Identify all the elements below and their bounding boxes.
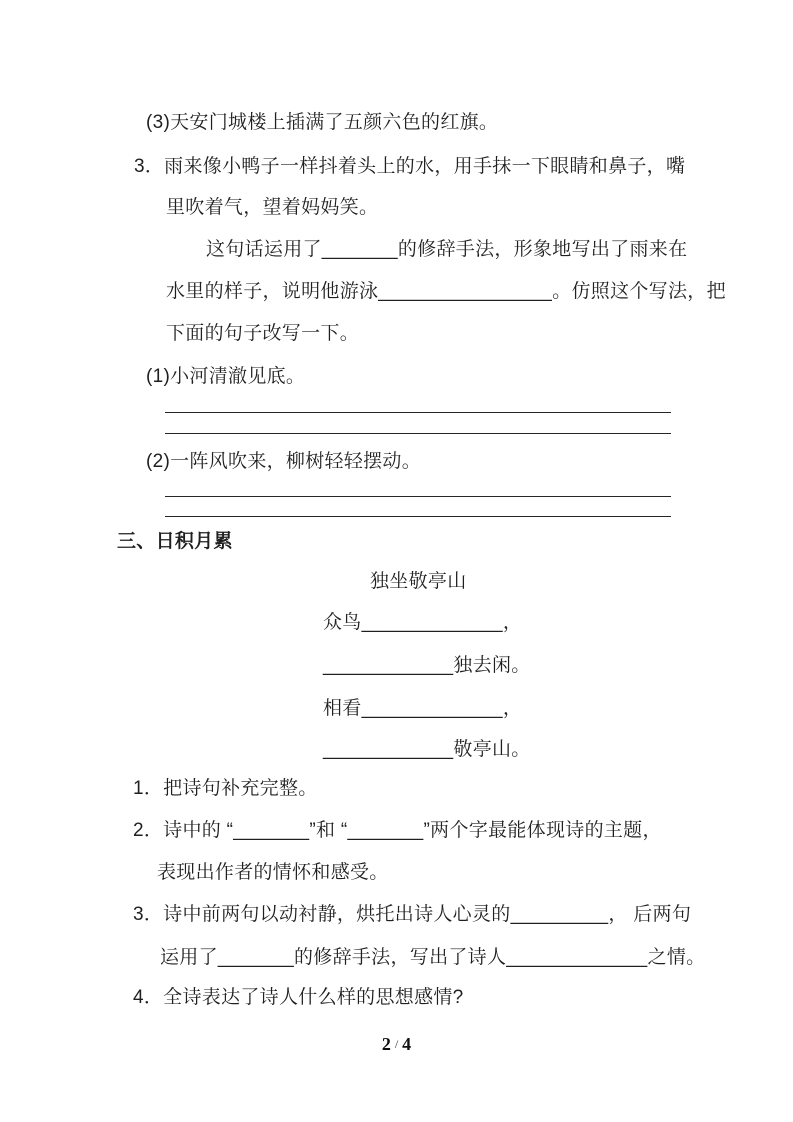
poem-line-2: ____________独去闲。: [323, 655, 531, 676]
answer-line: [165, 496, 671, 497]
page-current: 2: [381, 1034, 391, 1054]
rewrite-item-1: (1)小河清澈见底。: [146, 366, 306, 387]
answer-line: [165, 433, 671, 434]
poem-question-2-line-1: 2．诗中的 “_______”和 “_______”两个字最能体现诗的主题，: [133, 820, 662, 841]
poem-title: 独坐敬亭山: [370, 571, 467, 592]
answer-line: [165, 516, 671, 517]
poem-question-1: 1．把诗句补充完整。: [133, 778, 318, 799]
poem-line-4: ____________敬亭山。: [323, 739, 531, 760]
poem-question-3-line-1: 3．诗中前两句以动衬静，烘托出诗人心灵的_________， 后两句: [133, 904, 692, 925]
question-3-analysis-line-2: 水里的样子，说明他游泳________________。仿照这个写法，把: [166, 281, 726, 302]
question-3-analysis-line-1: 这句话运用了_______的修辞手法，形象地写出了雨来在: [206, 239, 688, 260]
poem-question-2-line-2: 表现出作者的情怀和感受。: [157, 862, 389, 883]
poem-line-1: 众鸟_____________，: [323, 612, 523, 633]
page-total: 4: [402, 1034, 412, 1054]
answer-line: [165, 412, 671, 413]
question-3-sentence-line-1: 3．雨来像小鸭子一样抖着头上的水，用手抹一下眼睛和鼻子，嘴: [134, 156, 686, 177]
page-number: [0, 1034, 793, 1055]
sub-item-3-sentence: (3)天安门城楼上插满了五颜六色的红旗。: [146, 112, 499, 133]
question-3-sentence-line-2: 里吹着气，望着妈妈笑。: [166, 197, 379, 218]
page-separator: /: [394, 1037, 399, 1051]
poem-line-3: 相看_____________，: [323, 698, 523, 719]
question-3-analysis-line-3: 下面的句子改写一下。: [166, 323, 360, 344]
poem-question-4: 4．全诗表达了诗人什么样的思想感情?: [133, 987, 464, 1008]
poem-question-3-line-2: 运用了_______的修辞手法，写出了诗人_____________之情。: [160, 947, 706, 968]
section-3-heading: 三、日积月累: [117, 531, 233, 552]
rewrite-item-2: (2)一阵风吹来，柳树轻轻摆动。: [146, 451, 422, 472]
